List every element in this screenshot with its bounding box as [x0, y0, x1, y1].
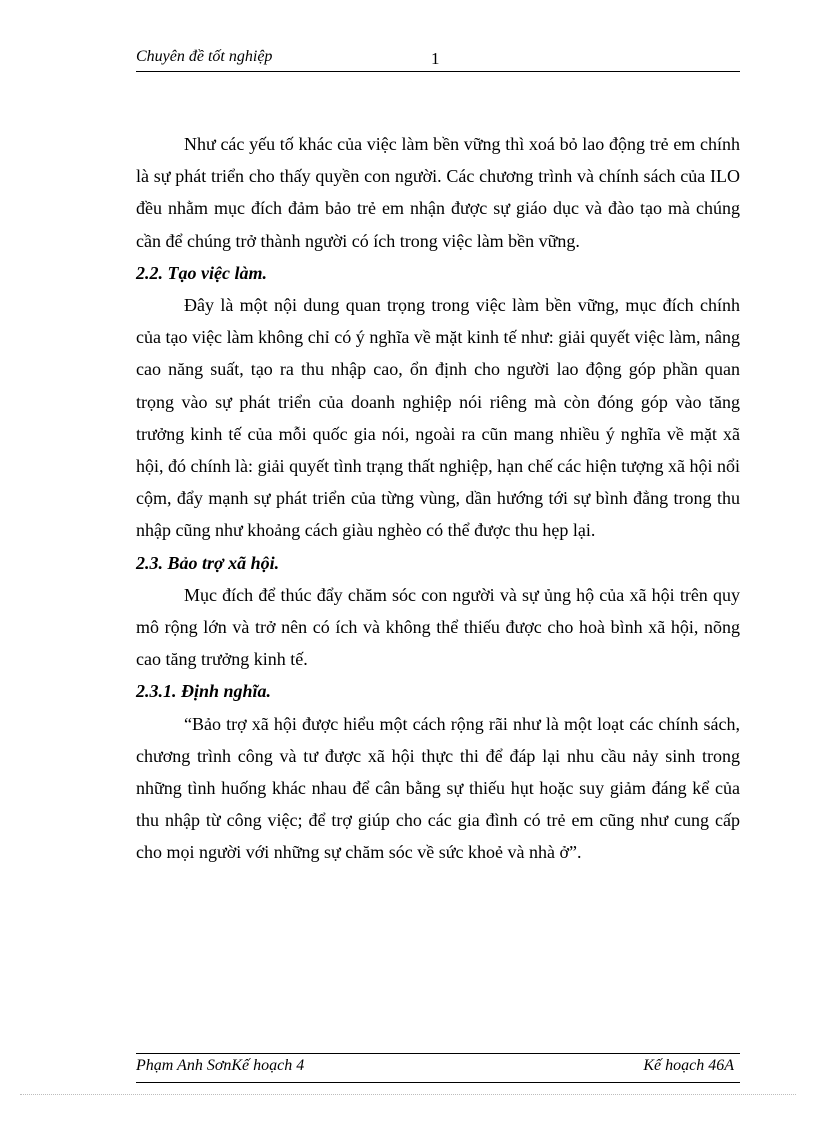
footer-bottom-divider [136, 1082, 740, 1083]
footer-author: Phạm Anh SơnKế hoạch 4 [136, 1057, 305, 1074]
document-body [136, 128, 740, 869]
paragraph-definition: “Bảo trợ xã hội được hiểu một cách rộng rãi như là một loạt các chính sách, chương trình công và tư được xã hội thực thi để đáp lại nhu cầu nảy sinh trong những tình huống khác nhau để cân bằng sự thiếu hụt hoặc suy giảm đáng kể của thu nhập từ công việc; để trợ giúp cho các gia đình có trẻ em cũng như cung cấp cho mọi người với những sự chăm sóc về sức khoẻ và nhà ở”. [136, 713, 740, 863]
page-edge-marker [20, 1094, 796, 1095]
heading-definition: 2.3.1. Định nghĩa. [136, 681, 272, 702]
paragraph-child-labour: Như các yếu tố khác của việc làm bền vững thì xoá bỏ lao động trẻ em chính là sự phát triển cho thấy quyền con người. Các chương trình và chính sách của ILO đều nhằm mục đích đảm bảo trẻ em nhận được sự giáo dục và đào tạo mà chúng cần để chúng trở thành người có ích trong việc làm bền vững. [136, 134, 740, 251]
footer-class: Kế hoạch 46A [643, 1057, 734, 1074]
footer-divider [136, 1053, 740, 1054]
header-title: Chuyên đề tốt nghiệp [136, 48, 273, 65]
paragraph-job-creation: Đây là một nội dung quan trọng trong việc làm bền vững, mục đích chính của tạo việc làm không chỉ có ý nghĩa về mặt kinh tế như: giải quyết việc làm, nâng cao năng suất, tạo ra thu nhập cao, ổn định cho người lao động góp phần quan trọng vào sự phát triển của doanh nghiệp nói riêng mà còn đóng góp vào tăng trưởng kinh tế của mỗi quốc gia nói, ngoài ra cũn mang nhiều ý nghĩa về mặt xã hội, đó chính là: giải quyết tình trạng thất nghiệp, hạn chế các hiện tượng xã hội nổi cộm, đẩy mạnh sự phát triển của từng vùng, dần hướng tới sự bình đẳng trong thu nhập cũng như khoảng cách giàu nghèo có thể được thu hẹp lại. [136, 295, 740, 541]
page-header [136, 47, 740, 72]
paragraph-social-protection: Mục đích để thúc đẩy chăm sóc con người và sự ủng hộ của xã hội trên quy mô rộng lớn và trở nên có ích và không thể thiếu được cho hoà bình xã hội, nõng cao tăng trưởng kinh tế. [136, 584, 740, 670]
heading-job-creation: 2.2. Tạo việc làm. [136, 262, 267, 283]
heading-social-protection: 2.3. Bảo trợ xã hội. [136, 552, 280, 573]
page-number: 1 [431, 49, 440, 68]
